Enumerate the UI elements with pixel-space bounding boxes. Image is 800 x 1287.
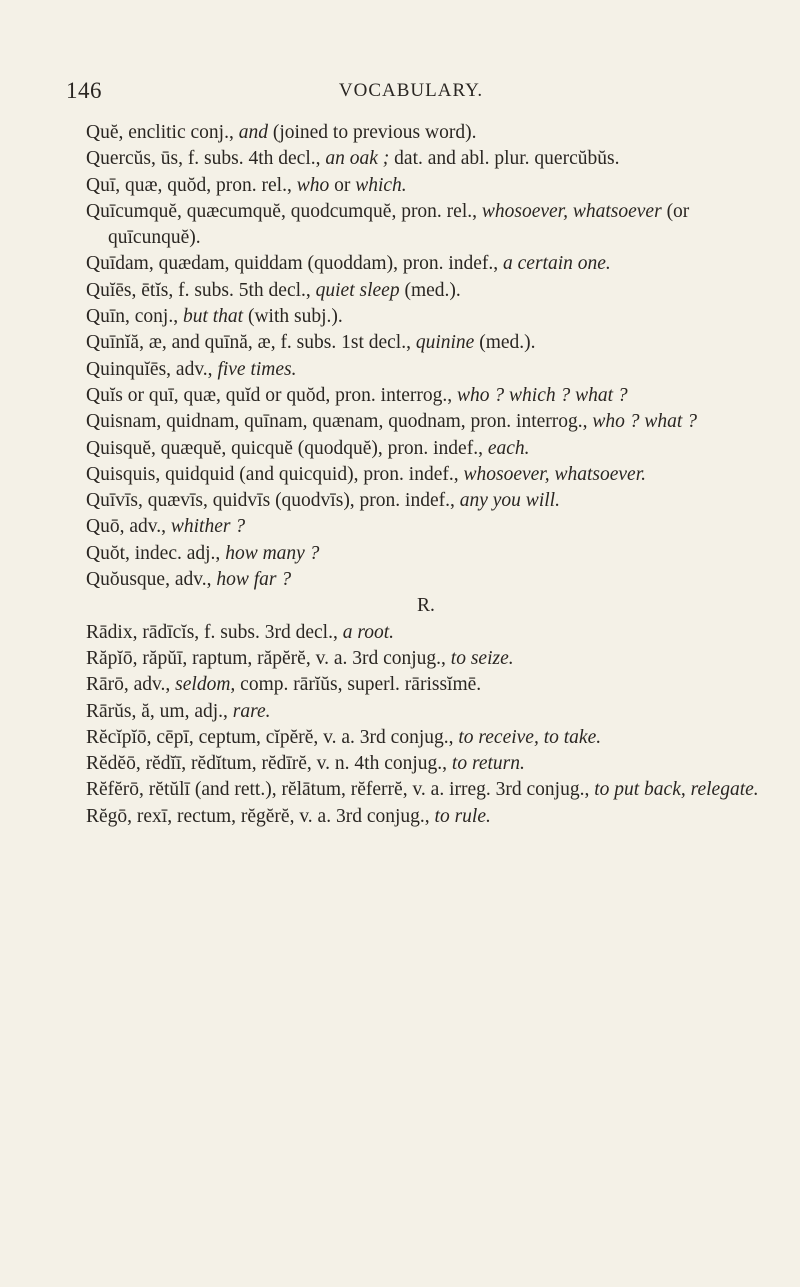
entry-gloss: any you will. (459, 490, 560, 512)
entry-gloss: to receive, to take. (458, 726, 602, 748)
entry-gloss: an oak ; (325, 148, 390, 170)
vocabulary-entry (86, 672, 766, 698)
entry-gloss: whosoever, whatsoever (481, 200, 662, 222)
entry-headword: Rĕfĕrō, rĕtŭlī (and rett.), rĕlātum, rĕferrĕ, v. a. irreg. 3rd conjug., (86, 779, 595, 801)
vocabulary-entries (86, 120, 766, 830)
vocabulary-entry (86, 488, 766, 514)
entry-headword: Quisquĕ, quæquĕ, quicquĕ (quodquĕ), pron. indef., (86, 437, 488, 459)
vocabulary-entry (86, 383, 766, 409)
entry-gloss: whosoever, whatsoever. (463, 463, 647, 485)
entry-note: dat. and abl. plur. quercŭbŭs. (389, 148, 620, 170)
vocabulary-entry (86, 620, 766, 646)
entry-gloss: quinine (415, 332, 475, 354)
vocabulary-entry (86, 199, 766, 252)
entry-headword: Quī, quæ, quŏd, pron. rel., (86, 174, 297, 196)
entry-gloss: who ? what ? (592, 411, 697, 433)
entry-headword: Quŏusque, adv., (86, 569, 217, 591)
vocabulary-entry (86, 725, 766, 751)
entry-headword: Rādix, rādīcĭs, f. subs. 3rd decl., (86, 621, 343, 643)
entry-gloss: but that (182, 306, 244, 328)
entry-headword: Quīvīs, quævīs, quidvīs (quodvīs), pron. indef., (86, 490, 460, 512)
vocabulary-entry (86, 514, 766, 540)
vocabulary-entry (86, 173, 766, 199)
entry-headword: Quĭs or quī, quæ, quĭd or quŏd, pron. interrog., (86, 384, 458, 406)
entry-headword: Quō, adv., (86, 516, 171, 538)
entry-headword: Quĭēs, ētĭs, f. subs. 5th decl., (86, 279, 316, 301)
page-header (66, 78, 756, 108)
vocabulary-entry (86, 436, 766, 462)
entry-note: (med.). (474, 332, 536, 354)
entry-headword: Quŏt, indec. adj., (86, 542, 226, 564)
entry-headword: Quercŭs, ūs, f. subs. 4th decl., (86, 148, 326, 170)
vocabulary-entry (86, 646, 766, 672)
running-head: VOCABULARY. (338, 80, 484, 101)
vocabulary-entry (86, 251, 766, 277)
vocabulary-entry (86, 146, 766, 172)
vocabulary-entry (86, 751, 766, 777)
entry-gloss: who (296, 174, 330, 196)
entry-note: or (329, 174, 356, 196)
entry-gloss: to put back, relegate. (594, 779, 759, 801)
entry-headword: Quisquis, quidquid (and quicquid), pron. indef., (86, 463, 464, 485)
entry-gloss: whither ? (170, 516, 246, 538)
entry-gloss: how far ? (216, 569, 292, 591)
entry-note: (or quīcunquĕ). (108, 200, 690, 249)
entry-headword: Rĕgō, rexī, rectum, rĕgĕrĕ, v. a. 3rd conjug., (86, 805, 435, 827)
section-letter: R. (417, 595, 435, 617)
entry-gloss: how many ? (225, 542, 320, 564)
entry-gloss: to rule. (434, 805, 491, 827)
entry-headword: Rĕdĕō, rĕdĭī, rĕdĭtum, rĕdīrĕ, v. n. 4th conjug., (86, 753, 452, 775)
entry-gloss: to return. (451, 753, 525, 775)
entry-note: (joined to previous word). (267, 122, 477, 143)
entry-gloss: five times. (217, 358, 297, 380)
vocabulary-entry (86, 409, 766, 435)
entry-gloss: a root. (342, 621, 394, 643)
entry-headword: Quīcumquĕ, quæcumquĕ, quodcumquĕ, pron. rel., (86, 200, 482, 222)
entry-headword: Quīnĭă, æ, and quīnă, æ, f. subs. 1st decl., (86, 332, 416, 354)
entry-gloss: to seize. (450, 647, 514, 669)
vocabulary-entry (86, 699, 766, 725)
entry-gloss: a certain one. (503, 253, 611, 275)
entry-gloss: who ? which ? what ? (457, 384, 628, 406)
entry-note: (with subj.). (243, 306, 343, 328)
vocabulary-entry (86, 120, 766, 146)
entry-headword: Quĕ, enclitic conj., (86, 122, 239, 143)
entry-headword: Quīdam, quædam, quiddam (quoddam), pron. indef., (86, 253, 504, 275)
vocabulary-entry (86, 462, 766, 488)
vocabulary-entry (86, 777, 766, 803)
entry-note: comp. rārĭŭs, superl. rārissĭmē. (235, 674, 482, 696)
page-number: 146 (66, 78, 102, 103)
entry-gloss: quiet sleep (315, 279, 400, 301)
entry-headword: Rārŭs, ă, um, adj., (86, 700, 233, 722)
vocabulary-entry (86, 357, 766, 383)
entry-headword: Rĕcĭpĭō, cēpī, ceptum, cĭpĕrĕ, v. a. 3rd conjug., (86, 726, 459, 748)
entry-headword: Quinquĭēs, adv., (86, 358, 218, 380)
vocabulary-entry (86, 541, 766, 567)
vocabulary-entry (86, 304, 766, 330)
entry-gloss: and (238, 122, 268, 143)
entry-gloss: which. (355, 174, 407, 196)
vocabulary-entry (86, 567, 766, 593)
entry-note: (med.). (399, 279, 461, 301)
entry-gloss: each. (487, 437, 530, 459)
entry-gloss: seldom, (175, 674, 236, 696)
vocabulary-entry (86, 330, 766, 356)
vocabulary-entry (86, 278, 766, 304)
entry-headword: Quīn, conj., (86, 306, 183, 328)
entry-headword: Rārō, adv., (86, 674, 176, 696)
vocabulary-entry (86, 804, 766, 830)
entry-headword: Răpĭō, răpŭī, raptum, răpĕrĕ, v. a. 3rd conjug., (86, 647, 451, 669)
entry-headword: Quisnam, quidnam, quīnam, quænam, quodnam, pron. interrog., (86, 411, 593, 433)
entry-gloss: rare. (232, 700, 271, 722)
